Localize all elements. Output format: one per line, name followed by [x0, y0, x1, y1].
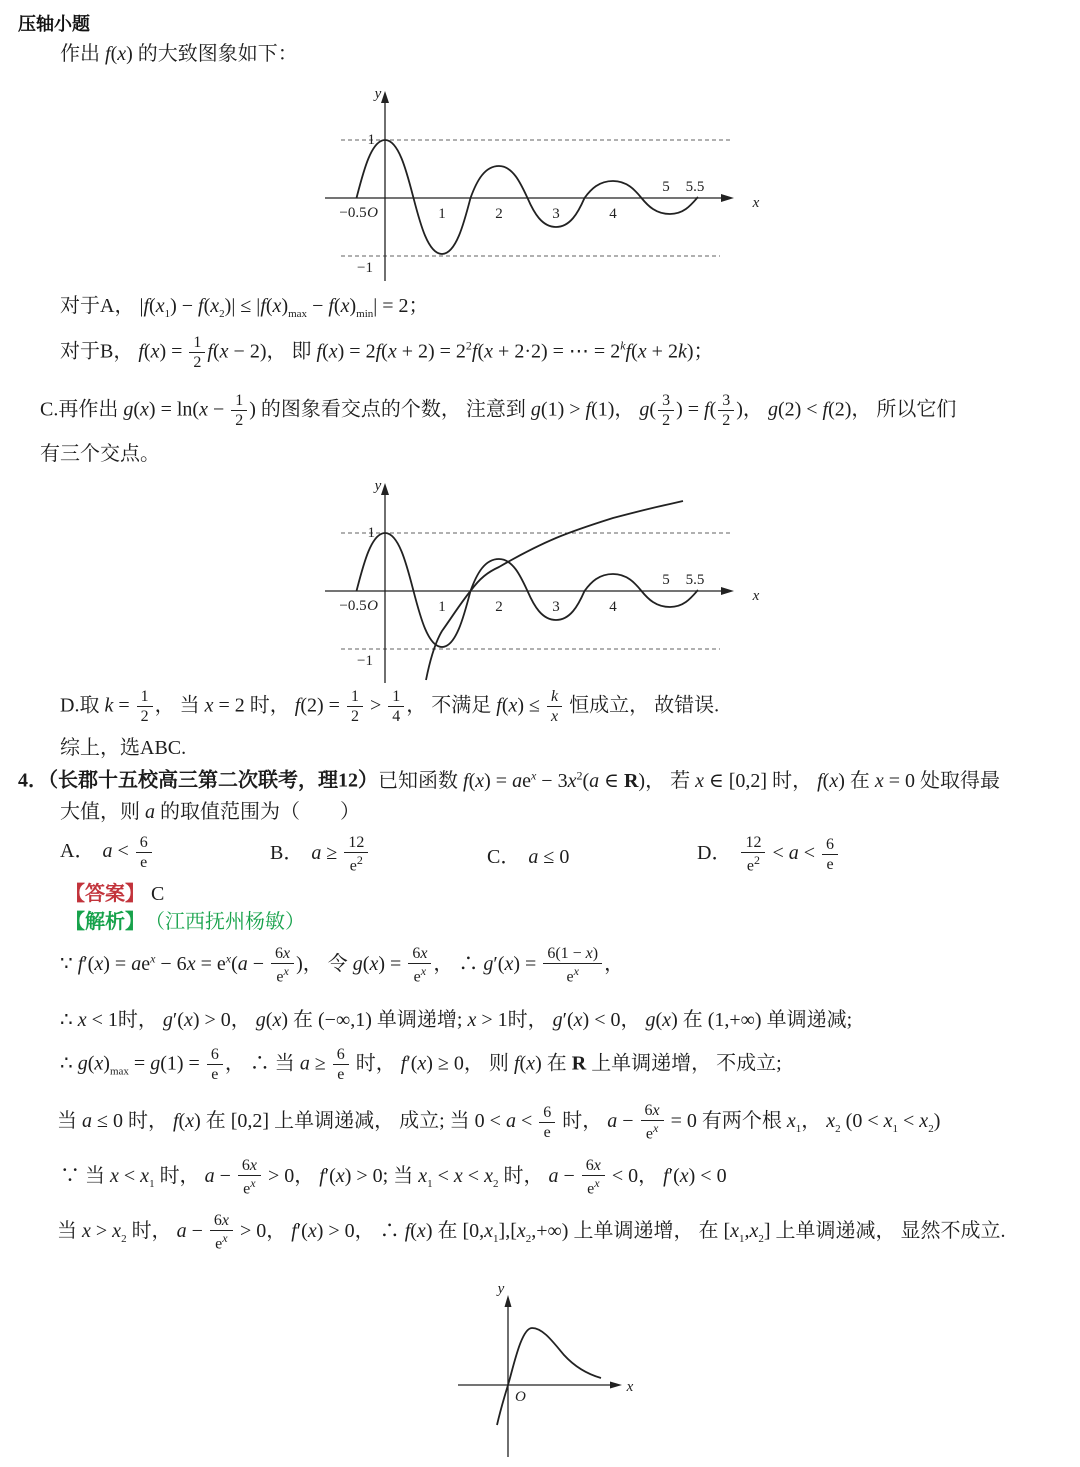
y-axis-arrow-icon: [381, 91, 389, 103]
option-b-label: B．: [270, 842, 304, 865]
curve-f: [357, 533, 699, 647]
analysis-line-c2: 有三个交点。: [40, 443, 160, 465]
origin-label: O: [515, 1389, 526, 1405]
intro-line: 作出 f(x) 的大致图象如下：: [60, 43, 298, 65]
option-b: [270, 834, 370, 875]
solution-line-2: ∴ x < 1时， g′(x) > 0， g(x) 在 (−∞,1) 单调递增; x > 1时， g′(x) < 0， g(x) 在 (1,+∞) 单调递减;: [60, 1009, 853, 1031]
x-tick-2: 2: [495, 206, 503, 222]
x-tick-2: 2: [495, 599, 503, 615]
x-axis-arrow-icon: [721, 587, 734, 595]
y-tick-neg1: −1: [357, 653, 373, 669]
x-tick-neg05: −0.5: [339, 598, 367, 614]
x-tick-5: 5: [662, 179, 670, 195]
y-axis-arrow-icon: [381, 483, 389, 495]
x-tick-1: 1: [438, 206, 446, 222]
graph-gx: [430, 1277, 730, 1467]
x-axis-label: x: [752, 195, 760, 211]
origin-label: O: [367, 205, 378, 221]
option-a-expr: a < $\frac{6}{e}$: [102, 840, 153, 862]
solution-line-1: ∵ $f'(x) = ae^x - 6x = e^x(a$ − $\frac{6x}{e^x}$ )， 令 g(x) = $\frac{6x}{e^x}$ ， ∴ g′(x) = $\frac{6(1 - x)}{e^x}$ ，: [60, 945, 625, 986]
analysis-label: 【解析】: [65, 911, 145, 933]
analysis-source: （江西抚州杨敏）: [155, 911, 305, 933]
y-axis-arrow-icon: [505, 1295, 512, 1307]
question-4-stem-2: 大值，则 a 的取值范围为（ ）: [60, 801, 360, 823]
option-d-label: D．: [697, 842, 732, 865]
option-c-expr: a ≤ 0: [528, 846, 570, 868]
graph-f-with-log: [315, 473, 775, 688]
x-tick-3: 3: [552, 206, 560, 222]
x-tick-5: 5: [662, 572, 670, 588]
x-tick-3: 3: [552, 599, 560, 615]
curve-f: [357, 140, 699, 254]
analysis-line-c: C.再作出 g(x) = ln(x − $\frac{1}{2}$ ) 的图象看交点的个数， 注意到 g(1) > f(1)， g( $\frac{3}{2}$ ) = f( $\frac{3}{2}$ )， g(2) < f(2)， 所以它们: [40, 392, 957, 430]
analysis-line-d: D.取 k = $\frac{1}{2}$ ， 当 x = 2 时， f(2) = $\frac{1}{2}$ > $\frac{1}{4}$ ， 不满足 f(x) ≤ $\frac{k}{x}$ 恒成立， 故错误.: [60, 688, 720, 726]
analysis-line-a: 对于A， $|f(x_1) - f(x_2)| \le |f(x)_{max} - f(x)_{min}| = 2$；: [60, 295, 429, 320]
y-axis-label: y: [497, 1281, 505, 1297]
option-c-label: C．: [487, 846, 521, 868]
x-tick-neg05: −0.5: [339, 205, 367, 221]
option-a-label: A．: [60, 840, 95, 863]
curve-gx: [497, 1328, 601, 1425]
question-source: （长郡十五校高三第二次联考，理12）: [48, 769, 378, 792]
x-tick-1: 1: [438, 599, 446, 615]
x-tick-4: 4: [609, 206, 617, 222]
option-d-expr: $\frac{12}{e^2}$ < a < $\frac{6}{e}$: [739, 842, 840, 864]
solution-line-3: ∴ $g(x)_{max} = g(1)$ = $\frac{6}{e}$ ， ∴ 当 a ≥ $\frac{6}{e}$ 时， f′(x) ≥ 0， 则 f(x) 在 R 上单调递增， 不成立;: [60, 1046, 782, 1084]
y-tick-1: 1: [367, 132, 375, 148]
y-axis-label: y: [374, 478, 382, 494]
answer-line: [65, 882, 164, 907]
graph-f-damped: [315, 85, 775, 285]
origin-label: O: [367, 598, 378, 614]
question-number: 4．: [18, 769, 48, 792]
option-a: [60, 834, 154, 872]
question-4-stem: [18, 768, 1000, 794]
analysis-line-b: 对于B， f(x) = $\frac{1}{2}$ f(x − 2)， 即 $f(x) = 2f(x + 2) = 2^2f(x + 2\cdot 2)$ = ⋯ = $2^kf(x + 2k)$；: [60, 334, 714, 372]
question-stem-text: 已知函数 $f(x) = ae^x - 3x^2(a$ ∈ R)， 若 x ∈ [0,2] 时， f(x) 在 x = 0 处取得最: [378, 768, 1001, 792]
x-axis-arrow-icon: [721, 194, 734, 202]
conclusion-line: 综上，选ABC.: [60, 737, 187, 759]
page-title: 压轴小题: [18, 14, 90, 34]
option-d: [697, 834, 840, 875]
analysis-header-line: [65, 910, 305, 935]
y-tick-1: 1: [367, 525, 375, 541]
x-tick-4: 4: [609, 599, 617, 615]
x-tick-55: 5.5: [685, 179, 705, 195]
solution-line-5: ∵ 当 $x < x_1$ 时， a − $\frac{6x}{e^x}$ > 0， f′(x) > 0; 当 $x_1 < x < x_2$ 时， a − $\frac{6x}{e^x}$ < 0， f′(x) < 0: [60, 1157, 727, 1198]
x-axis-arrow-icon: [610, 1382, 622, 1389]
solution-line-4: 当 a ≤ 0 时， f(x) 在 [0,2] 上单调递减， 成立; 当 0 < a < $\frac{6}{e}$ 时， a − $\frac{6x}{e^x}$ = 0 有两个根 $x_1$， $x_2$ $(0 < x_1 < x_2)$: [57, 1102, 941, 1143]
option-b-expr: a ≥ $\frac{12}{e^2}$: [311, 842, 370, 864]
y-tick-neg1: −1: [357, 260, 373, 276]
answer-value: C: [151, 883, 165, 905]
solution-line-6: 当 $x > x_2$ 时， a − $\frac{6x}{e^x}$ > 0， f′(x) > 0， ∴ f(x) 在 $[0,x_1],[x_2,+\infty)$ 上单调递增， 在 $[x_1,x_2]$ 上单调递减， 显然不成立.: [57, 1212, 1006, 1253]
y-axis-label: y: [374, 86, 382, 102]
x-axis-label: x: [626, 1379, 634, 1395]
option-c: [487, 840, 569, 869]
answer-label: 【答案】: [65, 883, 145, 905]
x-axis-label: x: [752, 588, 760, 604]
x-tick-55: 5.5: [685, 572, 705, 588]
